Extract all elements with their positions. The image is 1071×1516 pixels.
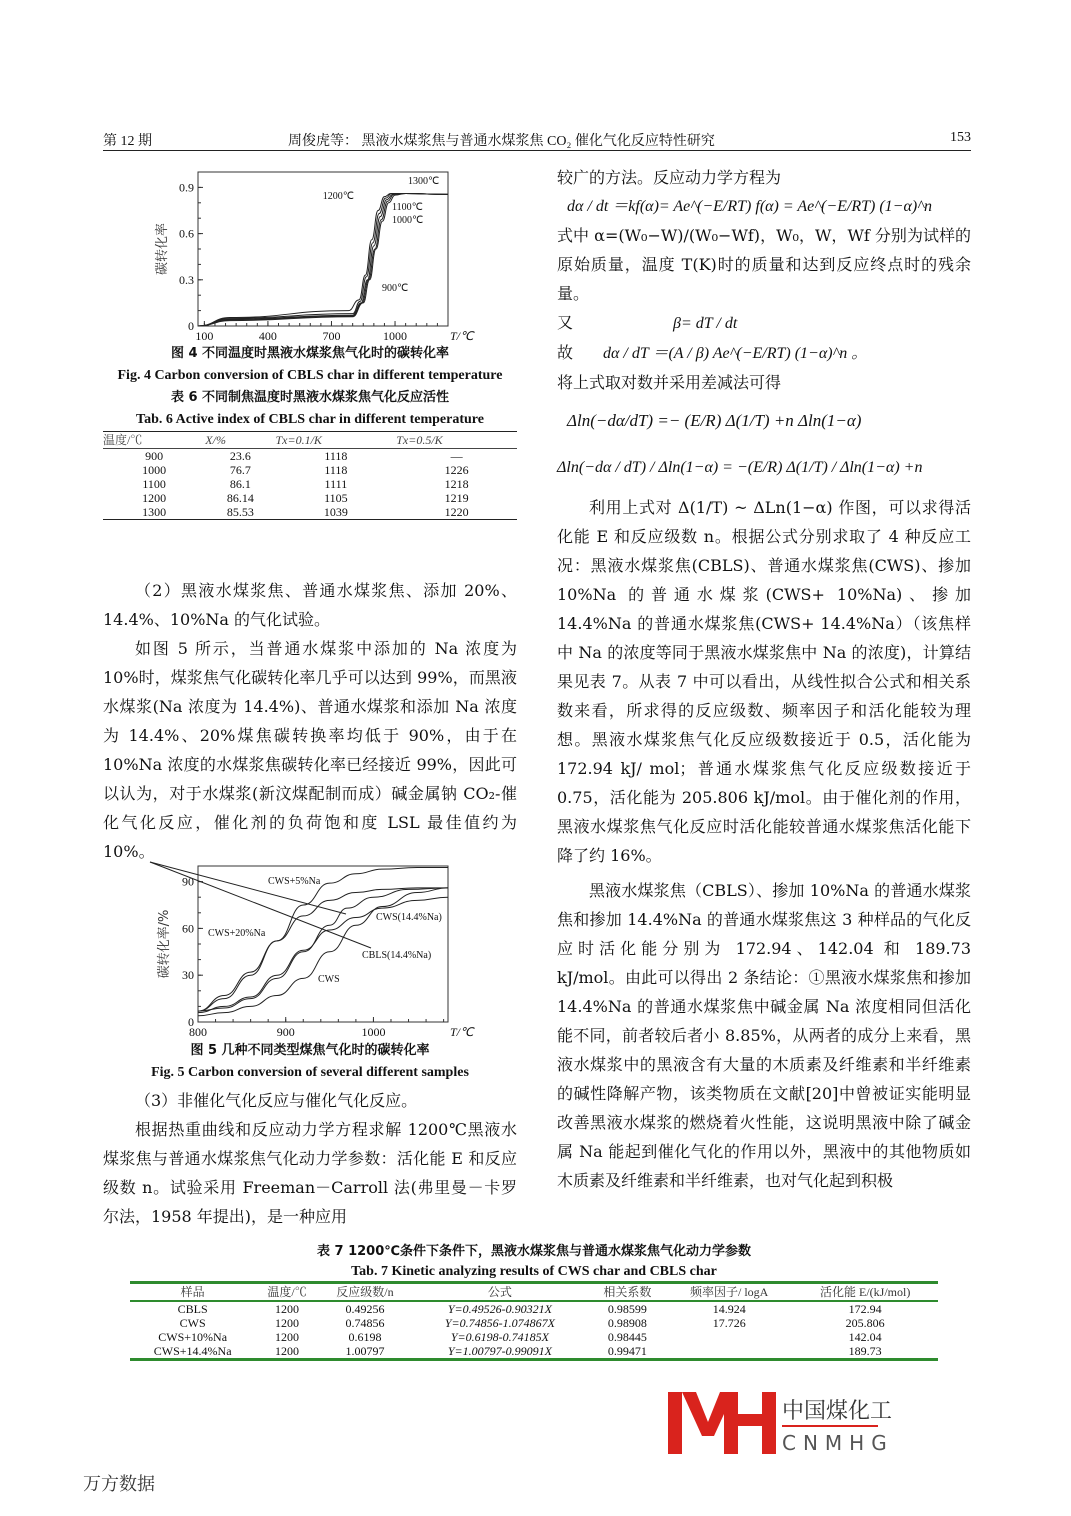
page-number: 153: [950, 130, 971, 145]
table-header-row: [130, 1283, 938, 1302]
table-cell: 86.1: [229, 477, 251, 491]
right-column: [557, 163, 971, 1195]
figure-5-chart: [150, 862, 480, 1042]
fig4-caption-en: Fig. 4 Carbon conversion of CBLS char in different temperature: [117, 368, 503, 383]
x-tick-label: 700: [322, 329, 341, 343]
figure-4-chart: [150, 165, 520, 347]
table-cell: CWS: [179, 1316, 206, 1330]
y-axis-label: 碳转化率: [155, 222, 170, 276]
x-tick-label: 1000: [383, 329, 408, 343]
watermark-cn: 中国煤化工: [782, 1399, 893, 1424]
x-tick-label: 100: [195, 329, 214, 343]
table-cell: 1226: [444, 463, 469, 477]
table-cell: 0.6198: [348, 1330, 382, 1344]
x-axis-label: T/℃: [450, 1025, 474, 1039]
table-cell: Y=1.00797-0.99091X: [411, 1344, 588, 1360]
y-tick-label: 0: [188, 1015, 194, 1029]
table-cell: 0.98445: [607, 1330, 647, 1344]
table-cell: 1219: [444, 491, 469, 505]
column-header: 活化能 E/(kJ/mol): [792, 1283, 938, 1302]
table-cell: 1220: [396, 505, 517, 520]
table-cell: CBLS: [177, 1302, 208, 1316]
table-7-block: [130, 1241, 938, 1361]
y-tick-label: 0.3: [179, 272, 194, 287]
table-row: [130, 1330, 938, 1344]
table-cell: 1000: [142, 463, 167, 477]
table-cell: 23.6: [229, 449, 251, 463]
watermark-en: CNMHG: [782, 1431, 894, 1455]
fig4-caption-cn: 图 4 不同温度时黑液水煤浆焦气化时的碳转化率: [170, 346, 450, 361]
x-tick-label: 400: [258, 329, 277, 343]
table-cell: CWS+10%Na: [158, 1330, 228, 1344]
series-label: 1000℃: [392, 215, 424, 226]
series-label: 1300℃: [408, 176, 440, 187]
table-cell: 1300: [103, 505, 205, 520]
table-row: [103, 463, 517, 477]
fig5-caption-en: Fig. 5 Carbon conversion of several different samples: [151, 1065, 469, 1080]
table-row: [103, 491, 517, 505]
table-cell: 14.924: [712, 1302, 746, 1316]
table-cell: 1200: [255, 1344, 318, 1360]
table-cell: 1118: [324, 463, 348, 477]
table-cell: 1111: [324, 477, 348, 491]
series-label: CWS(14.4%Na): [376, 912, 442, 923]
y-axis-label: 碳转化率/%: [157, 909, 172, 979]
tab6-caption-cn: 表 6 不同制焦温度时黑液水煤浆焦气化反应活性: [170, 390, 450, 405]
running-title: 周俊虎等： 黑液水煤浆焦与普通水煤浆焦 CO₂ 催化气化反应特性研究: [288, 134, 715, 149]
tab7-caption-en: Tab. 7 Kinetic analyzing results of CWS char and CBLS char: [351, 1264, 717, 1279]
table-cell: 189.73: [792, 1344, 938, 1360]
table-cell: 900: [145, 449, 164, 463]
equation-label: 又: [557, 313, 574, 332]
table-cell: 1.00797: [319, 1344, 411, 1360]
series-label: CWS+20%Na: [208, 928, 266, 939]
series-line: [198, 194, 448, 326]
x-tick-label: 800: [189, 1025, 207, 1039]
column-header: Tx=0.1/K: [276, 432, 397, 449]
equation-dadT-line: [557, 338, 971, 368]
table-row: [130, 1316, 938, 1330]
column-header: 相关系数: [589, 1283, 666, 1302]
table-cell: Y=0.49526-0.90321X: [447, 1302, 552, 1316]
series-label: CBLS(14.4%Na): [362, 950, 432, 961]
label-leader-line: [150, 862, 346, 914]
series-label: 1200℃: [322, 191, 354, 202]
paragraph: 黑液水煤浆焦（CBLS）、掺加 10%Na 的普通水煤浆焦和掺加 14.4%Na 的普通水煤浆焦这 3 种样品的气化反应时活化能分别为 172.94、142.04 和 189.73 kJ/mol。由此可以得出 2 条结论：①黑液水煤浆焦和掺加 14.4%Na 的普通水煤浆焦中碱金属 Na 浓度相同但活化能不同，前者较后者小 8.85%，从两者的成分上来看，黑液水煤浆中的黑液含有大量的木质素及纤维素和半纤维素的碱性降解产物，该类物质在文献[20]中曾被证实能明显改善黑液水煤浆的燃烧着火性能，这说明黑液中除了碱金属 Na 能起到催化气化的作用以外，黑液中的其他物质如木质素及纤维素和半纤维素，也对气化起到积极: [557, 881, 971, 1190]
table-cell: 0.74856: [345, 1316, 385, 1330]
table-cell: 0.49256: [345, 1302, 385, 1316]
left-column-top: [103, 343, 517, 520]
table-cell: 0.99471: [589, 1344, 666, 1360]
column-header: 公式: [411, 1283, 588, 1302]
equation-rate: dα / dt ＝kf(α)= Ae^(−E/RT) f(α) = Ae^(−E/RT) (1−α)^n: [567, 198, 932, 215]
table-cell: [666, 1344, 792, 1360]
paragraph: 式中 α=(W₀−W)/(W₀−Wf)，W₀，W，Wf 分别为试样的原始质量，温度 T(K)时的质量和达到反应终点时的残余量。: [557, 226, 971, 303]
y-tick-label: 0: [188, 319, 194, 333]
left-column-body: [103, 576, 517, 866]
table-cell: 172.94: [848, 1302, 882, 1316]
table-cell: 1200: [275, 1316, 300, 1330]
cnmhg-logo-icon: [668, 1392, 894, 1455]
column-header: X/%: [205, 432, 275, 449]
series-label: CWS: [318, 974, 340, 985]
table-row: [103, 477, 517, 491]
table-cell: CWS+14.4%Na: [130, 1344, 255, 1360]
table-row: [103, 505, 517, 520]
paragraph: 较广的方法。反应动力学方程为: [557, 168, 782, 187]
table-cell: —: [450, 449, 463, 463]
table-header-row: [103, 432, 517, 449]
table-cell: 1100: [142, 477, 166, 491]
series-line: [198, 194, 448, 326]
table-cell: 1039: [276, 505, 397, 520]
y-tick-label: 0.6: [179, 226, 194, 241]
table-cell: 1105: [324, 491, 348, 505]
column-header: Tx=0.5/K: [396, 432, 517, 449]
paragraph: 将上式取对数并采用差减法可得: [557, 373, 782, 392]
column-header: 温度/℃: [255, 1283, 318, 1302]
paragraph: （2）黑液水煤浆焦、普通水煤浆焦、添加 20%、14.4%、10%Na 的气化试验。: [103, 581, 517, 629]
table-cell: 1218: [444, 477, 469, 491]
series-label: 900℃: [382, 283, 409, 294]
series-line: [198, 194, 448, 326]
table-cell: [666, 1330, 792, 1344]
tab7-caption-cn: 表 7 1200℃条件下条件下，黑液水煤浆焦与普通水煤浆焦气化动力学参数: [316, 1244, 752, 1259]
table-cell: Y=0.74856-1.074867X: [444, 1316, 555, 1330]
table-row: [103, 449, 517, 464]
y-tick-label: 90: [182, 874, 194, 889]
table-cell: 142.04: [848, 1330, 882, 1344]
table-cell: 1200: [275, 1302, 300, 1316]
table-cell: 1200: [275, 1330, 300, 1344]
table-cell: 1118: [324, 449, 348, 463]
fig5-caption-cn: 图 5 几种不同类型煤焦气化时的碳转化率: [190, 1043, 430, 1058]
equation-log-diff: Δln(−dα/dT) =− (E/R) Δ(1/T) +n Δln(1−α): [567, 411, 862, 430]
table-cell: 0.98599: [607, 1302, 647, 1316]
series-label: 1100℃: [392, 202, 423, 213]
equation-dadT: dα / dT ＝(A / β) Ae^(−E/RT) (1−α)^n 。: [603, 345, 868, 362]
left-column-bottom: [103, 1040, 517, 1231]
column-header: 频率因子/ logA: [666, 1283, 792, 1302]
equation-beta-line: [557, 308, 971, 338]
table-cell: Y=0.6198-0.74185X: [450, 1330, 549, 1344]
y-tick-label: 30: [182, 968, 194, 983]
series-label: CWS+5%Na: [268, 876, 321, 887]
equation-beta: β= dT / dt: [673, 315, 738, 332]
x-tick-label: 1000: [361, 1025, 386, 1039]
paragraph: 利用上式对 Δ(1/T) ~ ΔLn(1−α) 作图，可以求得活化能 E 和反应级数 n。根据公式分别求取了 4 种反应工况：黑液水煤浆焦(CBLS)、普通水煤浆焦(CWS)、掺加 10%Na 的普通水煤浆(CWS+ 10%Na)、掺加 14.4%Na 的普通水煤浆焦(CWS+ 14.4%Na）（该焦样中 Na 的浓度等同于黑液水煤浆焦中 Na 的浓度)，计算结果见表 7。从表 7 中可以看出，从线性拟合公式和相关系数来看，所求得的反应级数、频率因子和活化能较为理想。黑液水煤浆焦气化反应级数接近于 0.5，活化能为 172.94 kJ/ mol；普通水煤浆焦气化反应级数接近于 0.75，活化能为 205.806 kJ/mol。由于催化剂的作用，黑液水煤浆焦气化反应时活化能较普通水煤浆焦活化能下降了约 16%。: [557, 498, 971, 865]
column-header: 温度/℃: [103, 432, 205, 449]
series-line: [198, 194, 448, 326]
series-line: [198, 194, 448, 326]
table-7: [130, 1281, 938, 1361]
table-row: [130, 1344, 938, 1360]
issue-number: 第 12 期: [103, 134, 152, 149]
paragraph: 根据热重曲线和反应动力学方程求解 1200℃黑液水煤浆焦与普通水煤浆焦气化动力学参数：活化能 E 和反应级数 n。试验采用 Freeman－Carroll 法(弗里曼－卡罗尔法，1958 年提出)，是一种应用: [103, 1120, 517, 1226]
table-cell: 86.14: [226, 491, 254, 505]
x-axis-label: T/℃: [450, 329, 474, 343]
paragraph: 如图 5 所示，当普通水煤浆中添加的 Na 浓度为 10%时，煤浆焦气化碳转化率几乎可以达到 99%，而黑液水煤浆(Na 浓度为 14.4%)、普通水煤浆和添加 Na 浓度为 14.4%、20%煤焦碳转换率均低于 90%，由于在 10%Na 浓度的水煤浆焦碳转化率已经接近 99%，因此可以认为，对于水煤浆(新汶煤配制而成）碱金属钠 CO₂-催化气化反应，催化剂的负荷饱和度 LSL 最佳值约为 10%。: [103, 639, 517, 861]
footer-source: 万方数据: [83, 1474, 155, 1495]
table-row: [130, 1301, 938, 1316]
tab6-caption-en: Tab. 6 Active index of CBLS char in different temperature: [136, 412, 484, 427]
table-cell: 205.806: [845, 1316, 885, 1330]
table-cell: 85.53: [205, 505, 275, 520]
running-header: [103, 128, 971, 151]
paragraph: （3）非催化气化反应与催化气化反应。: [135, 1091, 418, 1110]
column-header: 反应级数/n: [319, 1283, 411, 1302]
y-tick-label: 0.9: [179, 180, 194, 195]
equation-freeman-carroll: Δln(−dα / dT) / Δln(1−α) = −(E/R) Δ(1/T) / Δln(1−α) +n: [557, 459, 923, 476]
table-cell: 0.98908: [607, 1316, 647, 1330]
watermark-logo: [668, 1392, 894, 1455]
equation-label: 故: [557, 343, 574, 362]
table-6: [103, 431, 517, 520]
x-tick-label: 900: [276, 1025, 295, 1039]
y-tick-label: 60: [182, 921, 194, 936]
column-header: 样品: [130, 1283, 255, 1302]
table-cell: 1200: [142, 491, 167, 505]
table-cell: 76.7: [229, 463, 251, 477]
table-cell: 17.726: [712, 1316, 746, 1330]
